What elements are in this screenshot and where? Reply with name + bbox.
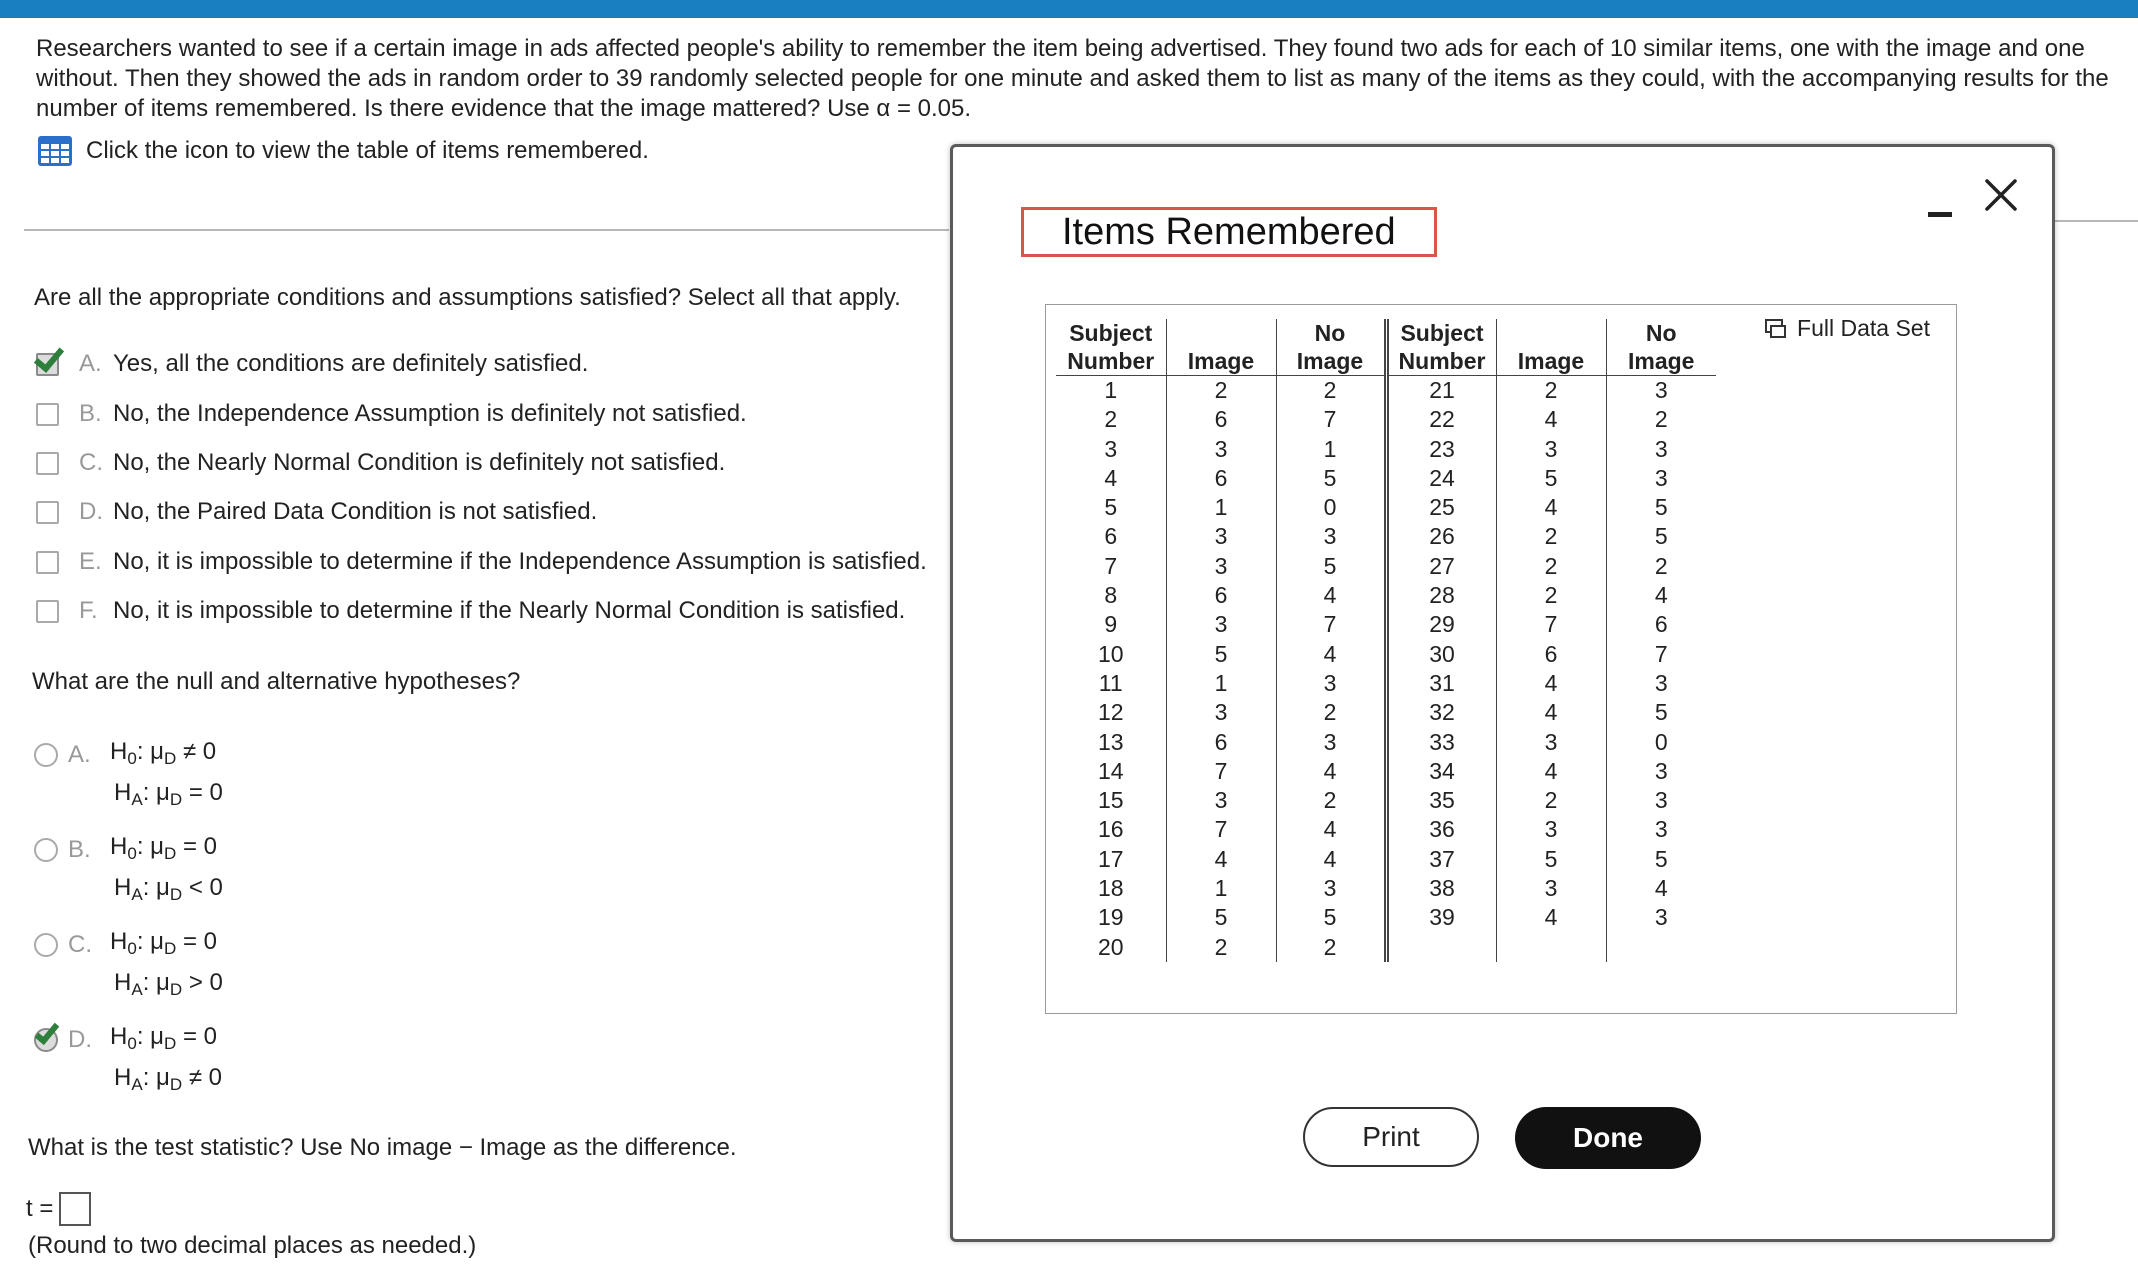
top-bar bbox=[0, 0, 2138, 18]
image-cell: 1 bbox=[1166, 669, 1276, 698]
test-statistic-row bbox=[26, 1192, 91, 1226]
null-hypothesis: $H_0$: $\mu_D \ne 0$ bbox=[110, 737, 217, 768]
no-image-cell: 4 bbox=[1276, 815, 1386, 844]
test-statistic-question: What is the test statistic? Use No image − Image as the difference. bbox=[28, 1134, 737, 1161]
image-cell: 4 bbox=[1496, 405, 1606, 434]
subject-number-cell: 33 bbox=[1386, 728, 1496, 757]
table-row bbox=[1056, 610, 1716, 639]
subject-number-cell: 36 bbox=[1386, 815, 1496, 844]
condition-option-b[interactable] bbox=[36, 400, 747, 428]
option-letter: C. bbox=[79, 449, 103, 476]
header-image-left: Image bbox=[1166, 319, 1276, 376]
hypotheses-question: What are the null and alternative hypotheses? bbox=[32, 668, 521, 695]
no-image-cell: 4 bbox=[1276, 640, 1386, 669]
no-image-cell: 2 bbox=[1654, 406, 1668, 433]
no-image-cell: 5 bbox=[1276, 552, 1386, 581]
subject-number-cell: 25 bbox=[1386, 493, 1496, 522]
no-image-cell: 2 bbox=[1654, 552, 1668, 579]
option-letter: C. bbox=[68, 931, 92, 958]
image-cell: 1 bbox=[1166, 493, 1276, 522]
no-image-cell: 3 bbox=[1276, 874, 1386, 903]
option-letter: A. bbox=[68, 741, 91, 768]
no-image-cell bbox=[1606, 933, 1716, 962]
no-image-cell: 1 bbox=[1276, 435, 1386, 464]
table-row bbox=[1056, 933, 1716, 962]
no-image-cell: 4 bbox=[1654, 582, 1668, 609]
image-cell: 3 bbox=[1166, 610, 1276, 639]
checked-checkbox[interactable] bbox=[36, 353, 59, 376]
checkbox[interactable] bbox=[36, 600, 59, 623]
table-row bbox=[1056, 464, 1716, 493]
option-letter: B. bbox=[68, 836, 91, 863]
no-image-cell: 7 bbox=[1276, 610, 1386, 639]
no-image-cell: 7 bbox=[1654, 640, 1668, 667]
no-image-cell: 5 bbox=[1654, 699, 1668, 726]
subject-number-cell: 28 bbox=[1386, 581, 1496, 610]
header-subject-number-right: Subject Number bbox=[1386, 319, 1496, 376]
minimize-icon[interactable] bbox=[1928, 195, 1952, 225]
no-image-cell: 3 bbox=[1276, 728, 1386, 757]
subject-number-cell: 34 bbox=[1386, 757, 1496, 786]
image-cell: 4 bbox=[1166, 845, 1276, 874]
checkmark-icon bbox=[35, 1019, 60, 1045]
option-letter: E. bbox=[79, 548, 102, 575]
condition-option-d[interactable] bbox=[36, 498, 597, 526]
no-image-cell: 6 bbox=[1654, 611, 1668, 638]
no-image-cell: 5 bbox=[1654, 494, 1668, 521]
no-image-cell: 2 bbox=[1276, 933, 1386, 962]
print-button[interactable]: Print bbox=[1303, 1107, 1479, 1167]
alternative-hypothesis: $H_A$: $\mu_D < 0$ bbox=[114, 874, 223, 904]
image-cell: 3 bbox=[1496, 435, 1606, 464]
option-text: No, the Nearly Normal Condition is definitely not satisfied. bbox=[113, 449, 726, 476]
subject-number-cell: 32 bbox=[1386, 698, 1496, 727]
image-cell: 2 bbox=[1496, 552, 1606, 581]
alternative-hypothesis: $H_A$: $\mu_D > 0$ bbox=[114, 969, 223, 999]
subject-number-cell: 27 bbox=[1386, 552, 1496, 581]
full-data-set-link[interactable] bbox=[1765, 315, 1930, 342]
table-row bbox=[1056, 669, 1716, 698]
image-cell: 5 bbox=[1496, 845, 1606, 874]
no-image-cell: 3 bbox=[1654, 377, 1668, 403]
subject-number-cell: 26 bbox=[1386, 522, 1496, 551]
option-letter: B. bbox=[79, 400, 102, 427]
subject-number-cell: 3 bbox=[1056, 435, 1166, 464]
no-image-cell: 0 bbox=[1276, 493, 1386, 522]
table-link[interactable] bbox=[38, 136, 649, 166]
hypothesis-option-c[interactable] bbox=[34, 926, 223, 1002]
table-row bbox=[1056, 522, 1716, 551]
option-text: Yes, all the conditions are definitely satisfied. bbox=[113, 350, 589, 377]
subject-number-cell: 30 bbox=[1386, 640, 1496, 669]
subject-number-cell: 21 bbox=[1386, 376, 1496, 406]
hypothesis-h0-line bbox=[34, 736, 223, 774]
conditions-question: Are all the appropriate conditions and assumptions satisfied? Select all that apply. bbox=[34, 284, 901, 311]
table-grid-icon[interactable] bbox=[38, 136, 72, 166]
null-hypothesis: $H_0$: $\mu_D = 0$ bbox=[110, 832, 217, 863]
option-text: No, the Paired Data Condition is not satisfied. bbox=[113, 498, 598, 525]
image-cell: 4 bbox=[1496, 493, 1606, 522]
no-image-cell: 3 bbox=[1276, 669, 1386, 698]
no-image-cell: 0 bbox=[1654, 728, 1668, 755]
no-image-cell: 4 bbox=[1654, 875, 1668, 902]
no-image-cell: 5 bbox=[1654, 523, 1668, 550]
condition-option-f[interactable] bbox=[36, 597, 905, 625]
no-image-cell: 4 bbox=[1276, 845, 1386, 874]
items-remembered-table bbox=[1056, 319, 1716, 962]
no-image-cell: 5 bbox=[1654, 845, 1668, 872]
image-cell: 3 bbox=[1166, 698, 1276, 727]
subject-number-cell: 37 bbox=[1386, 845, 1496, 874]
table-row bbox=[1056, 815, 1716, 844]
rounding-note: (Round to two decimal places as needed.) bbox=[28, 1232, 477, 1259]
table-row bbox=[1056, 903, 1716, 932]
option-text: No, the Independence Assumption is definitely not satisfied. bbox=[113, 400, 747, 427]
option-letter: D. bbox=[79, 498, 103, 525]
image-cell: 4 bbox=[1496, 698, 1606, 727]
items-remembered-dialog bbox=[950, 144, 2055, 1242]
table-row bbox=[1056, 786, 1716, 815]
table-row bbox=[1056, 845, 1716, 874]
checkbox[interactable] bbox=[36, 551, 59, 574]
option-letter: D. bbox=[68, 1026, 92, 1053]
no-image-cell: 3 bbox=[1654, 757, 1668, 784]
table-row bbox=[1056, 757, 1716, 786]
hypothesis-h0-line bbox=[34, 926, 223, 964]
image-cell: 6 bbox=[1166, 464, 1276, 493]
hypothesis-h0-line bbox=[34, 831, 223, 869]
image-cell: 3 bbox=[1496, 874, 1606, 903]
image-cell: 5 bbox=[1496, 464, 1606, 493]
no-image-cell: 2 bbox=[1276, 698, 1386, 727]
subject-number-cell: 7 bbox=[1056, 552, 1166, 581]
image-cell: 7 bbox=[1496, 610, 1606, 639]
image-cell: 7 bbox=[1166, 815, 1276, 844]
image-cell bbox=[1496, 933, 1606, 962]
image-cell: 3 bbox=[1496, 728, 1606, 757]
radio-button[interactable] bbox=[34, 743, 58, 767]
radio-button[interactable] bbox=[34, 933, 58, 957]
image-cell: 2 bbox=[1166, 933, 1276, 962]
no-image-cell: 3 bbox=[1654, 816, 1668, 843]
subject-number-cell: 19 bbox=[1056, 903, 1166, 932]
image-cell: 3 bbox=[1166, 522, 1276, 551]
condition-option-a[interactable] bbox=[36, 350, 588, 378]
subject-number-cell: 31 bbox=[1386, 669, 1496, 698]
subject-number-cell: 24 bbox=[1386, 464, 1496, 493]
table-row bbox=[1056, 493, 1716, 522]
image-cell: 6 bbox=[1166, 405, 1276, 434]
image-cell: 3 bbox=[1166, 435, 1276, 464]
subject-number-cell: 38 bbox=[1386, 874, 1496, 903]
header-image-right: Image bbox=[1496, 319, 1606, 376]
image-cell: 5 bbox=[1166, 640, 1276, 669]
image-cell: 2 bbox=[1496, 376, 1606, 406]
condition-option-e[interactable] bbox=[36, 548, 927, 576]
image-cell: 6 bbox=[1496, 640, 1606, 669]
no-image-cell: 3 bbox=[1654, 787, 1668, 814]
full-data-set-label[interactable]: Full Data Set bbox=[1797, 315, 1930, 341]
header-no-image-left: No Image bbox=[1276, 319, 1386, 376]
subject-number-cell: 17 bbox=[1056, 845, 1166, 874]
subject-number-cell: 23 bbox=[1386, 435, 1496, 464]
close-icon[interactable] bbox=[1983, 177, 2019, 213]
condition-option-c[interactable] bbox=[36, 449, 725, 477]
image-cell: 3 bbox=[1166, 786, 1276, 815]
subject-number-cell: 5 bbox=[1056, 493, 1166, 522]
subject-number-cell: 16 bbox=[1056, 815, 1166, 844]
image-cell: 7 bbox=[1166, 757, 1276, 786]
no-image-cell: 7 bbox=[1276, 405, 1386, 434]
table-row bbox=[1056, 376, 1716, 406]
checkbox[interactable] bbox=[36, 452, 59, 475]
subject-number-cell bbox=[1386, 933, 1496, 962]
table-row bbox=[1056, 581, 1716, 610]
image-cell: 2 bbox=[1496, 522, 1606, 551]
no-image-cell: 3 bbox=[1654, 904, 1668, 931]
subject-number-cell: 35 bbox=[1386, 786, 1496, 815]
subject-number-cell: 11 bbox=[1056, 669, 1166, 698]
subject-number-cell: 6 bbox=[1056, 522, 1166, 551]
subject-number-cell: 10 bbox=[1056, 640, 1166, 669]
image-cell: 4 bbox=[1496, 669, 1606, 698]
image-cell: 1 bbox=[1166, 874, 1276, 903]
subject-number-cell: 29 bbox=[1386, 610, 1496, 639]
hypothesis-option-a[interactable] bbox=[34, 736, 223, 812]
image-cell: 3 bbox=[1496, 815, 1606, 844]
option-letter: F. bbox=[79, 597, 98, 624]
table-row bbox=[1056, 728, 1716, 757]
image-cell: 4 bbox=[1496, 757, 1606, 786]
section-divider-right bbox=[2048, 220, 2138, 222]
null-hypothesis: $H_0$: $\mu_D = 0$ bbox=[110, 1022, 217, 1053]
subject-number-cell: 2 bbox=[1056, 405, 1166, 434]
no-image-cell: 3 bbox=[1276, 522, 1386, 551]
subject-number-cell: 22 bbox=[1386, 405, 1496, 434]
table-link-text[interactable]: Click the icon to view the table of items remembered. bbox=[86, 137, 649, 164]
no-image-cell: 4 bbox=[1276, 581, 1386, 610]
image-cell: 4 bbox=[1496, 903, 1606, 932]
table-row bbox=[1056, 552, 1716, 581]
no-image-cell: 3 bbox=[1654, 464, 1668, 491]
alternative-hypothesis: $H_A$: $\mu_D \ne 0$ bbox=[114, 1064, 222, 1094]
hypothesis-option-b[interactable] bbox=[34, 831, 223, 907]
image-cell: 2 bbox=[1166, 376, 1276, 406]
checkbox[interactable] bbox=[36, 501, 59, 524]
image-cell: 2 bbox=[1496, 786, 1606, 815]
subject-number-cell: 18 bbox=[1056, 874, 1166, 903]
subject-number-cell: 15 bbox=[1056, 786, 1166, 815]
subject-number-cell: 1 bbox=[1056, 376, 1166, 406]
no-image-cell: 3 bbox=[1654, 669, 1668, 696]
image-cell: 5 bbox=[1166, 903, 1276, 932]
no-image-cell: 2 bbox=[1276, 786, 1386, 815]
no-image-cell: 5 bbox=[1276, 903, 1386, 932]
no-image-cell: 5 bbox=[1276, 464, 1386, 493]
header-subject-number-left: Subject Number bbox=[1056, 319, 1166, 376]
checkbox[interactable] bbox=[36, 403, 59, 426]
subject-number-cell: 12 bbox=[1056, 698, 1166, 727]
table-row bbox=[1056, 698, 1716, 727]
t-label: t = bbox=[26, 1195, 54, 1222]
table-row bbox=[1056, 405, 1716, 434]
section-divider bbox=[24, 229, 949, 231]
image-cell: 6 bbox=[1166, 728, 1276, 757]
done-button[interactable]: Done bbox=[1515, 1107, 1701, 1169]
option-letter: A. bbox=[79, 350, 102, 377]
subject-number-cell: 39 bbox=[1386, 903, 1496, 932]
option-text: No, it is impossible to determine if the Nearly Normal Condition is satisfied. bbox=[113, 597, 906, 624]
radio-button[interactable] bbox=[34, 838, 58, 862]
no-image-cell: 3 bbox=[1654, 435, 1668, 462]
subject-number-cell: 9 bbox=[1056, 610, 1166, 639]
table-row bbox=[1056, 435, 1716, 464]
alternative-hypothesis: $H_A$: $\mu_D = 0$ bbox=[114, 779, 223, 809]
checkmark-icon bbox=[34, 341, 64, 373]
null-hypothesis: $H_0$: $\mu_D = 0$ bbox=[110, 927, 217, 958]
image-cell: 3 bbox=[1166, 552, 1276, 581]
dialog-title: Items Remembered bbox=[1021, 207, 1437, 257]
hypothesis-h0-line bbox=[34, 1021, 222, 1059]
no-image-cell: 2 bbox=[1276, 376, 1386, 406]
image-cell: 6 bbox=[1166, 581, 1276, 610]
selected-radio-button[interactable] bbox=[34, 1028, 58, 1052]
option-text: No, it is impossible to determine if the Independence Assumption is satisfied. bbox=[113, 548, 927, 575]
table-row bbox=[1056, 874, 1716, 903]
subject-number-cell: 13 bbox=[1056, 728, 1166, 757]
table-header-row bbox=[1056, 319, 1716, 376]
subject-number-cell: 8 bbox=[1056, 581, 1166, 610]
no-image-cell: 4 bbox=[1276, 757, 1386, 786]
image-cell: 2 bbox=[1496, 581, 1606, 610]
data-panel bbox=[1045, 304, 1957, 1014]
full-data-set-icon[interactable] bbox=[1765, 319, 1787, 339]
question-text: Researchers wanted to see if a certain image in ads affected people's ability to remember the item being advertised. They found two ads for each of 10 similar items, one with the image and one without. Then they showed the ads in random order to 39 randomly selected people for one minute and asked them to list as many of the items as they could, with the accompanying results for the number of items remembered. Is there evidence that the image mattered? Use α = 0.05. bbox=[36, 35, 2109, 122]
subject-number-cell: 20 bbox=[1056, 933, 1166, 962]
header-no-image-right: No Image bbox=[1606, 319, 1716, 376]
subject-number-cell: 4 bbox=[1056, 464, 1166, 493]
subject-number-cell: 14 bbox=[1056, 757, 1166, 786]
table-row bbox=[1056, 640, 1716, 669]
t-answer-input[interactable] bbox=[59, 1192, 91, 1226]
hypothesis-option-d[interactable] bbox=[34, 1021, 222, 1097]
